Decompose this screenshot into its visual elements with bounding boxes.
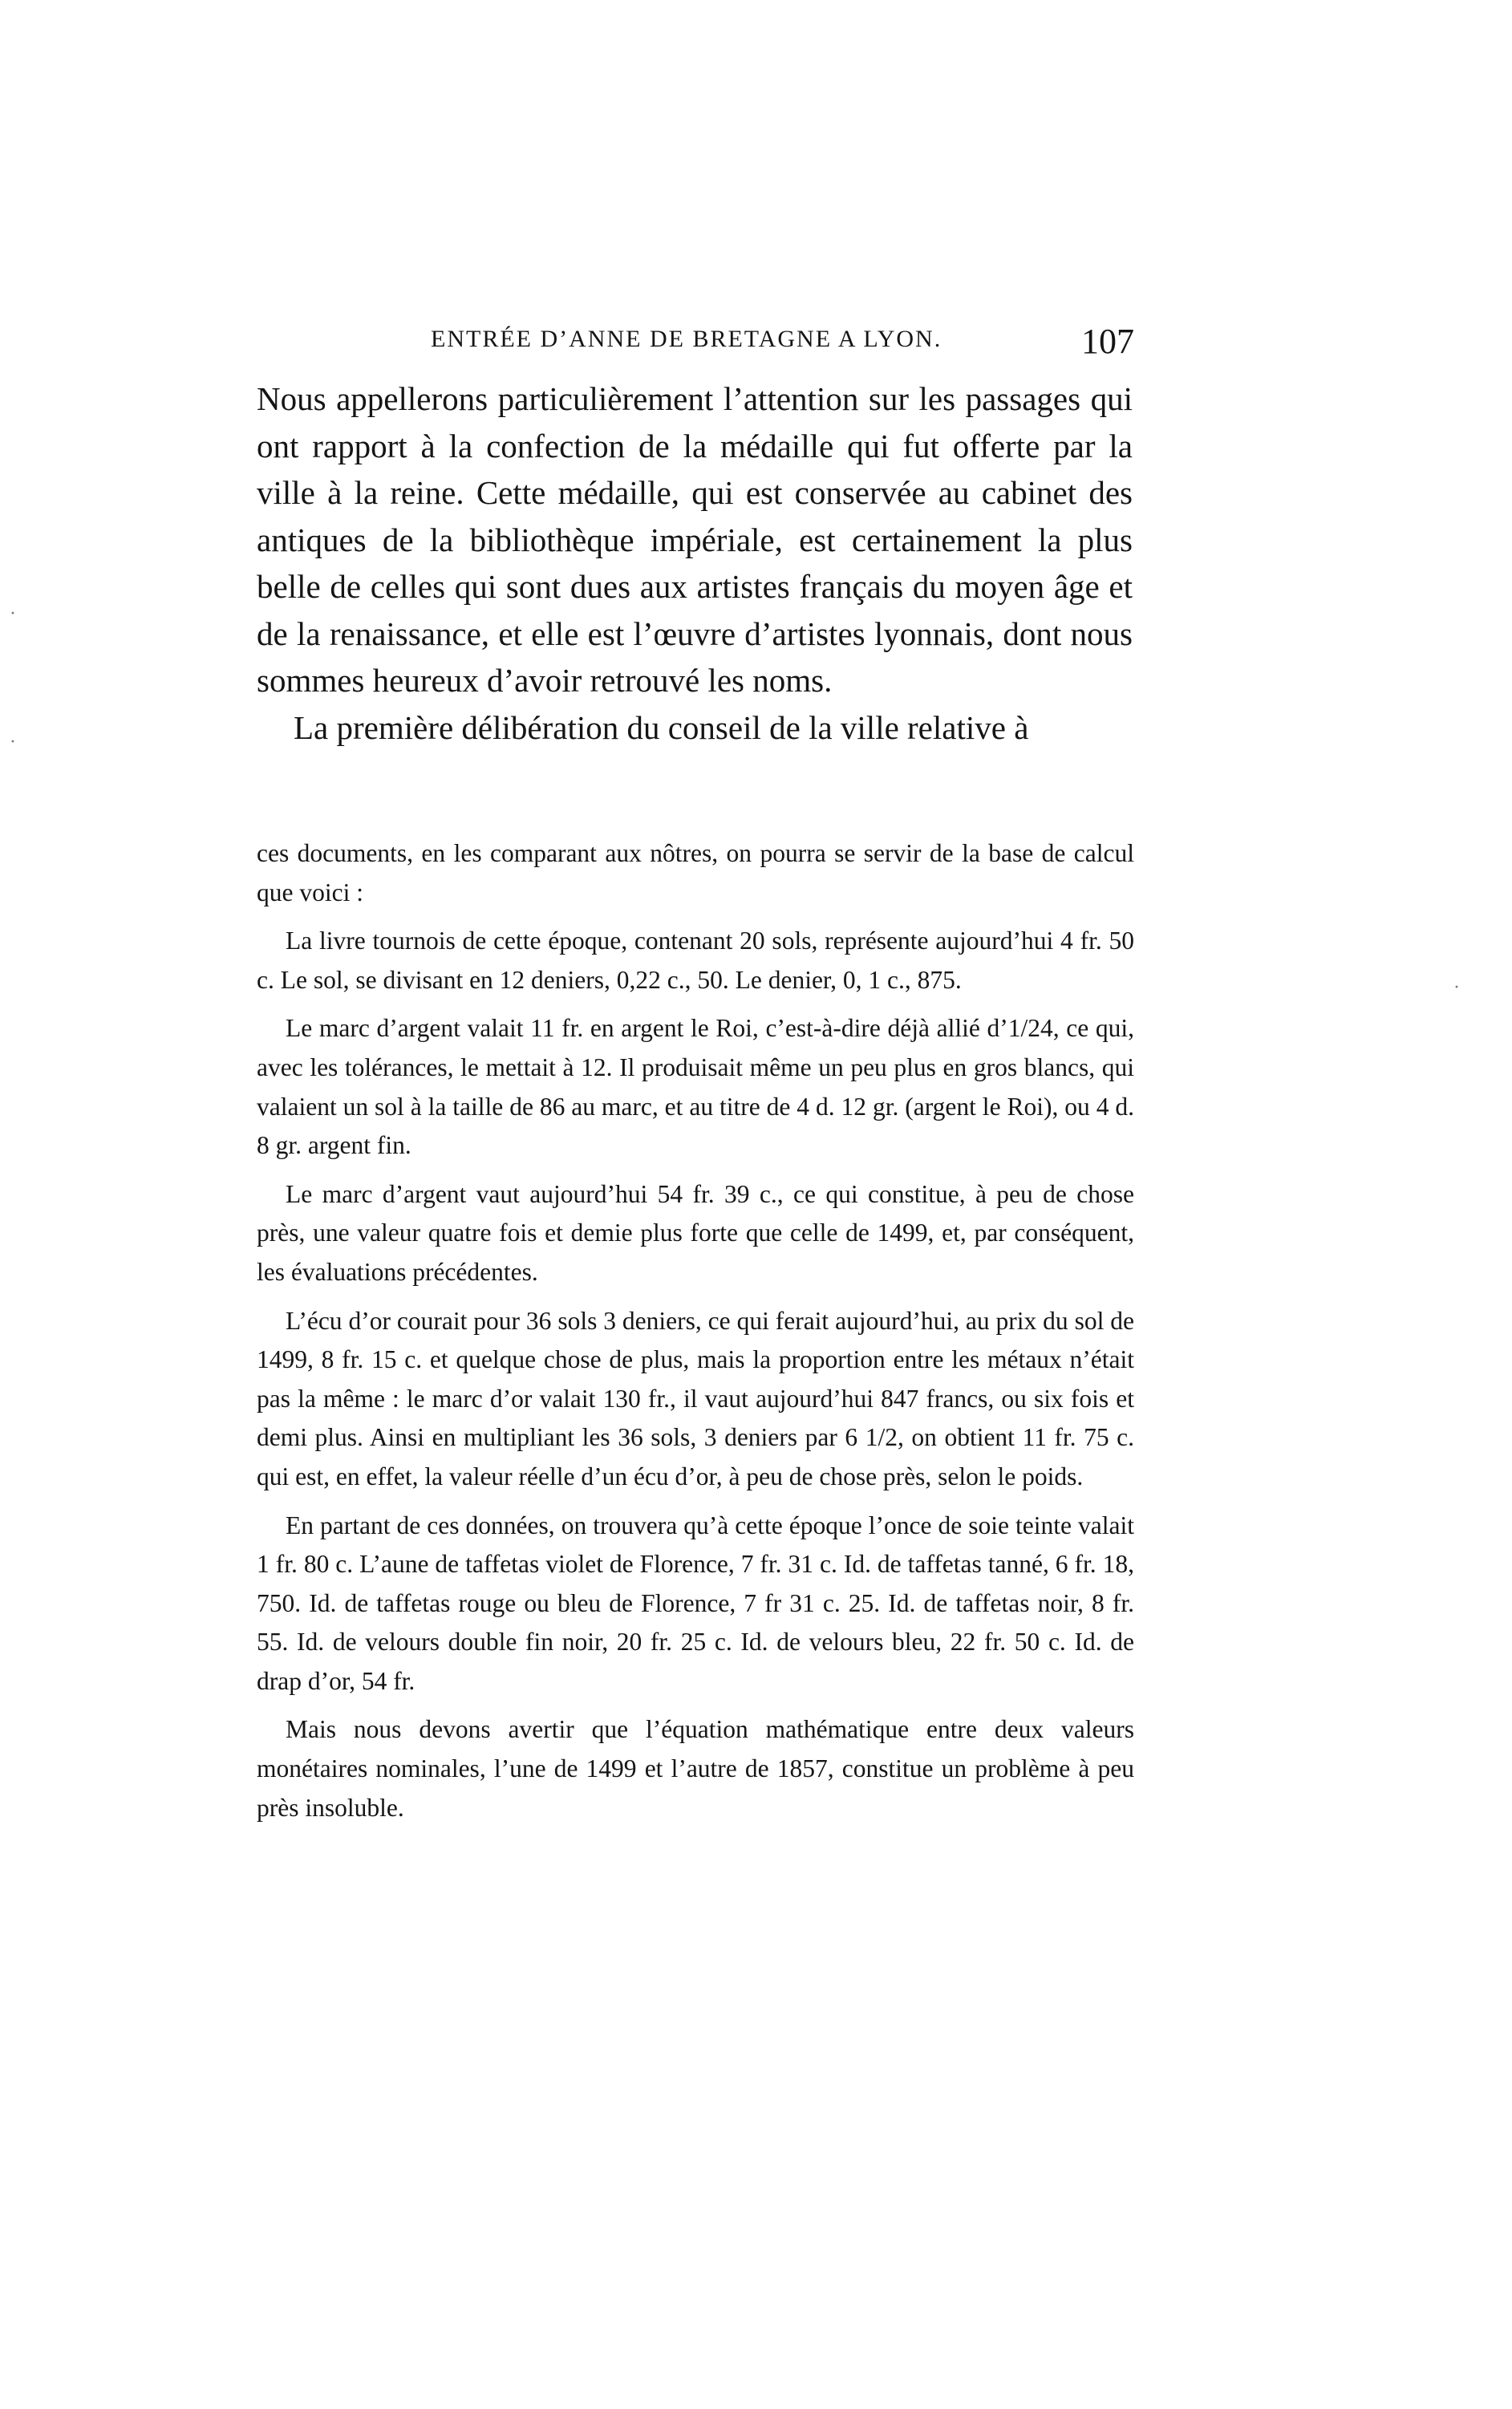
footnote-paragraph: L’écu d’or courait pour 36 sols 3 deniers, ce qui ferait aujourd’hui, au prix du sol de 1499, 8 fr. 15 c. et quelque chose de plus, mais la proportion entre les métaux n’était pas la même : le marc d’or valait 130 fr., il vaut aujourd’hui 847 francs, ou six fois et demi plus. Ainsi en multipliant les 36 sols, 3 deniers par 6 1/2, on obtient 11 fr. 75 c. qui est, en effet, la valeur réelle d’un écu d’or, à peu de chose près, selon le poids. xyxy=(257,1306,1134,1490)
margin-mark: · xyxy=(10,603,16,624)
body-paragraph: La première délibération du conseil de la ville relative à xyxy=(294,708,1029,746)
footnote-paragraph: Le marc d’argent valait 11 fr. en argent le Roi, c’est-à-dire déjà allié d’1/24, ce qui, avec les tolérances, le mettait à 12. Il produisait même un peu plus en gros blancs, qui valaient un sol à la taille de 86 au marc, et au titre de 4 d. 12 gr. (argent le Roi), ou 4 d. 8 gr. argent fin. xyxy=(257,1014,1134,1160)
footnote-paragraph: La livre tournois de cette époque, contenant 20 sols, représente aujourd’hui 4 fr. 50 c. Le sol, se divisant en 12 deniers, 0,22 c., 50. Le denier, 0, 1 c., 875. xyxy=(257,927,1134,994)
margin-mark: · xyxy=(10,732,16,752)
footnote-paragraph: Mais nous devons avertir que l’équation mathématique entre deux valeurs monétaires nominales, l’une de 1499 et l’autre de 1857, constitue un problème à peu près insoluble. xyxy=(257,1715,1134,1822)
footnote-paragraph: En partant de ces données, on trouvera qu’à cette époque l’once de soie teinte valait 1 fr. 80 c. L’aune de taffetas violet de Florence, 7 fr. 31 c. Id. de taffetas tanné, 6 fr. 18, 750. Id. de taffetas rouge ou bleu de Florence, 7 fr 31 c. 25. Id. de taffetas noir, 8 fr. 55. Id. de velours double fin noir, 20 fr. 25 c. Id. de velours bleu, 22 fr. 50 c. Id. de drap d’or, 54 fr. xyxy=(257,1511,1134,1695)
running-title: ENTRÉE D’ANNE DE BRETAGNE A LYON. xyxy=(431,326,942,352)
footnote-paragraph: Le marc d’argent vaut aujourd’hui 54 fr. 39 c., ce qui constitue, à peu de chose près, une valeur quatre fois et demie plus forte que celle de 1499, et, par conséquent, les évaluations précédentes. xyxy=(257,1179,1134,1286)
running-header xyxy=(258,321,1134,369)
footnotes xyxy=(257,834,1134,1837)
page-number: 107 xyxy=(1081,322,1134,361)
margin-mark: · xyxy=(1453,977,1460,998)
footnote-paragraph: ces documents, en les comparant aux nôtres, on pourra se servir de la base de calcul que voici : xyxy=(257,839,1134,906)
main-text xyxy=(257,375,1133,751)
body-paragraph: Nous appellerons particulièrement l’attention sur les passages qui ont rapport à la confection de la médaille qui fut offerte par la ville à la reine. Cette médaille, qui est conservée au cabinet des antiques de la bibliothèque impériale, est certainement la plus belle de celles qui sont dues aux artistes français du moyen âge et de la renaissance, et elle est l’œuvre d’artistes lyonnais, dont nous sommes heureux d’avoir retrouvé les noms. xyxy=(257,380,1133,699)
